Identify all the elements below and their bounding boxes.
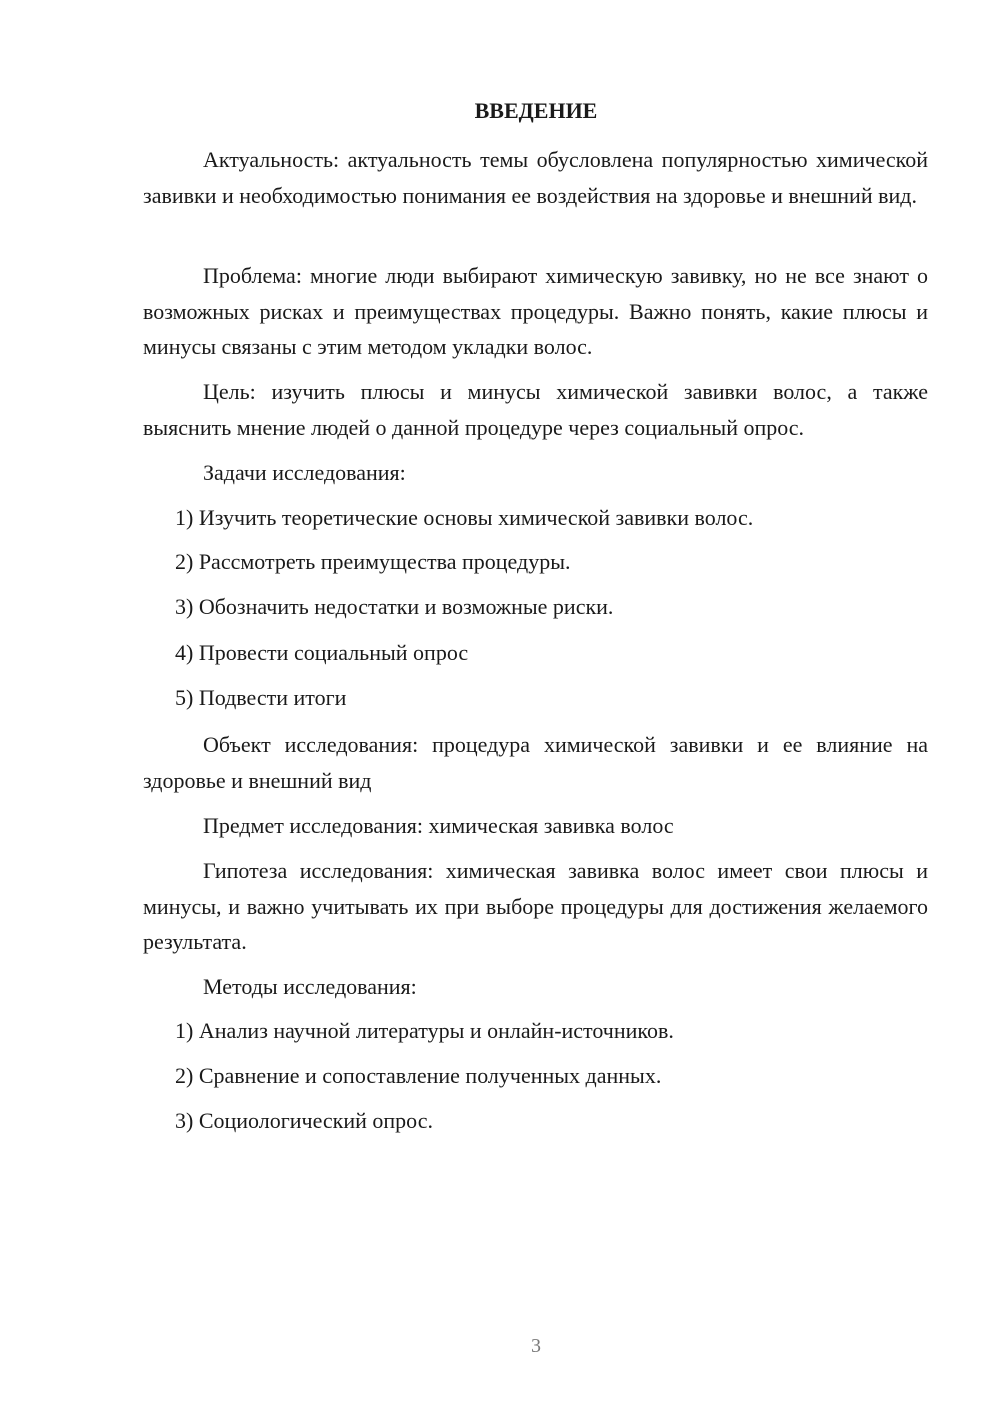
task-item: 2) Рассмотреть преимущества процедуры. (175, 549, 571, 574)
task-item: 5) Подвести итоги (175, 685, 347, 710)
goal-paragraph: Цель: изучить плюсы и минусы химической завивки волос, а также выяснить мнение людей о данной процедуре через социальный опрос. (143, 379, 928, 440)
hypothesis-paragraph: Гипотеза исследования: химическая завивка волос имеет свои плюсы и минусы, и важно учитывать их при выборе процедуры для достижения желаемого результата. (143, 858, 928, 954)
method-item: 2) Сравнение и сопоставление полученных данных. (175, 1063, 662, 1088)
problem-paragraph: Проблема: многие люди выбирают химическую завивку, но не все знают о возможных рисках и преимуществах процедуры. Важно понять, какие плюсы и минусы связаны с этим методом укладки волос. (143, 263, 928, 359)
relevance-paragraph: Актуальность: актуальность темы обусловлена популярностью химической завивки и необходимостью понимания ее воздействия на здоровье и внешний вид. (143, 147, 928, 208)
methods-heading: Методы исследования: (203, 974, 417, 999)
task-item: 4) Провести социальный опрос (175, 640, 469, 665)
method-item: 1) Анализ научной литературы и онлайн-источников. (175, 1018, 674, 1043)
subject-paragraph: Предмет исследования: химическая завивка волос (203, 813, 674, 838)
method-item: 3) Социологический опрос. (175, 1108, 433, 1133)
page-number: 3 (531, 1335, 541, 1357)
task-item: 1) Изучить теоретические основы химической завивки волос. (175, 505, 754, 530)
section-title: ВВЕДЕНИЕ (474, 98, 598, 123)
tasks-heading: Задачи исследования: (203, 460, 406, 485)
object-paragraph: Объект исследования: процедура химической завивки и ее влияние на здоровье и внешний вид (143, 732, 928, 793)
task-item: 3) Обозначить недостатки и возможные риски. (175, 594, 614, 619)
